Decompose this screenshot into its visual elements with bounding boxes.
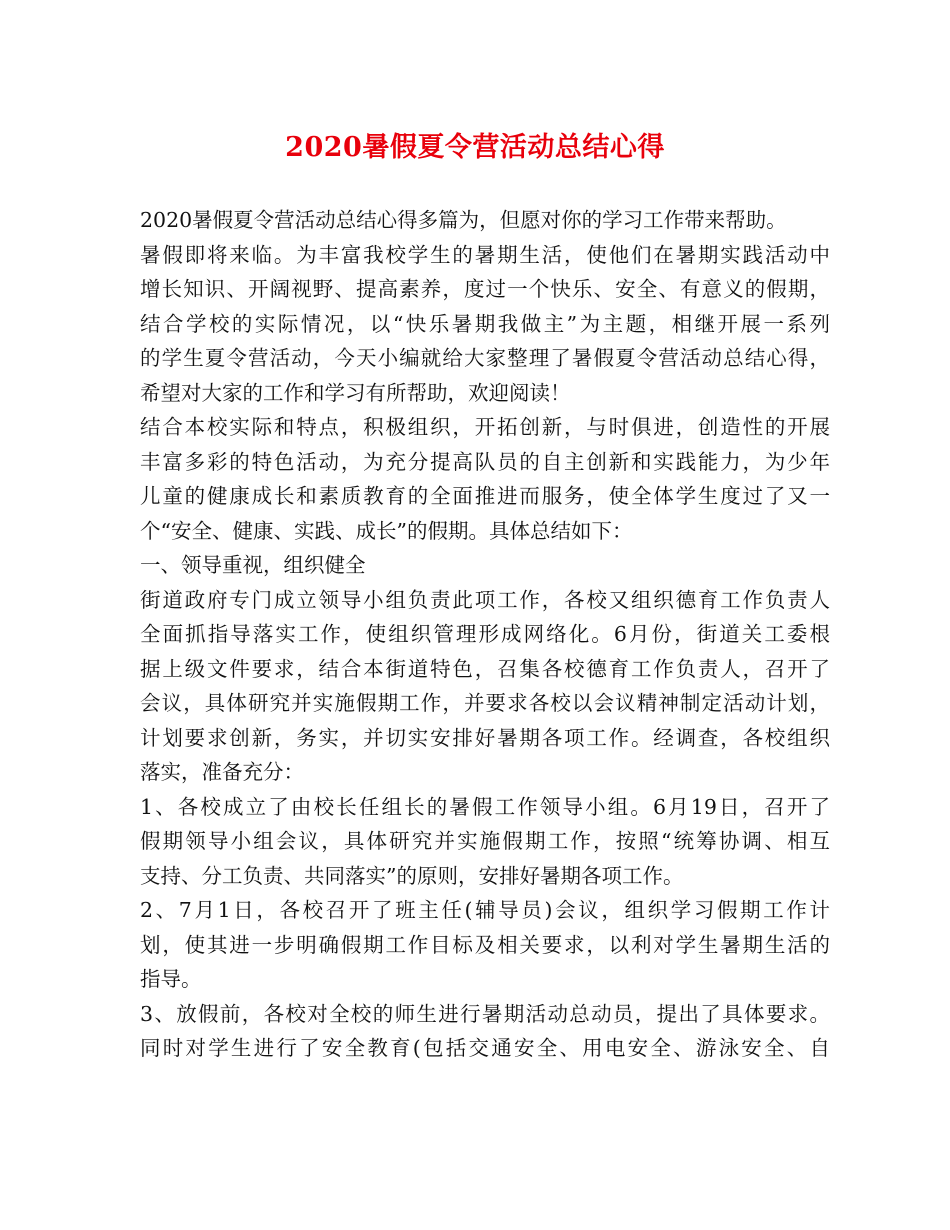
body-line: 全面抓指导落实工作，使组织管理形成网络化。6月份，街道关工委根	[140, 622, 830, 646]
body-line: 儿童的健康成长和素质教育的全面推进而服务，使全体学生度过了又一	[140, 484, 830, 508]
body-line: 一、领导重视，组织健全	[140, 553, 366, 577]
body-line: 希望对大家的工作和学习有所帮助，欢迎阅读！	[140, 380, 571, 405]
body-line: 增长知识、开阔视野、提高素养，度过一个快乐、安全、有意义的假期，	[140, 277, 830, 301]
body-line: 会议，具体研究并实施假期工作，并要求各校以会议精神制定活动计划，	[140, 691, 830, 715]
body-line: 3、放假前，各校对全校的师生进行暑期活动总动员，提出了具体要求。	[140, 1001, 830, 1026]
body-line: 假期领导小组会议，具体研究并实施假期工作，按照“统筹协调、相互	[140, 829, 830, 853]
body-line: 结合学校的实际情况，以“快乐暑期我做主”为主题，相继开展一系列	[140, 311, 830, 336]
body-line: 丰富多彩的特色活动，为充分提高队员的自主创新和实践能力，为少年	[140, 449, 830, 474]
body-line: 2020暑假夏令营活动总结心得多篇为，但愿对你的学习工作带来帮助。	[140, 208, 787, 232]
body-line: 同时对学生进行了安全教育(包括交通安全、用电安全、游泳安全、自	[140, 1036, 830, 1060]
body-line: 划，使其进一步明确假期工作目标及相关要求，以利对学生暑期生活的	[140, 932, 830, 957]
body-line: 计划要求创新，务实，并切实安排好暑期各项工作。经调查，各校组织	[140, 725, 830, 750]
body-line: 个“安全、健康、实践、成长”的假期。具体总结如下：	[140, 518, 633, 543]
body-line: 据上级文件要求，结合本街道特色，召集各校德育工作负责人，召开了	[140, 656, 830, 681]
body-line: 街道政府专门成立领导小组负责此项工作，各校又组织德育工作负责人	[140, 587, 830, 612]
body-line: 暑假即将来临。为丰富我校学生的暑期生活，使他们在暑期实践活动中	[140, 242, 830, 267]
document-body	[140, 203, 830, 1066]
body-line: 的学生夏令营活动，今天小编就给大家整理了暑假夏令营活动总结心得，	[140, 346, 830, 370]
document-title: 2020暑假夏令营活动总结心得	[285, 132, 665, 163]
body-line: 支持、分工负责、共同落实”的原则，安排好暑期各项工作。	[140, 863, 684, 888]
body-line: 结合本校实际和特点，积极组织，开拓创新，与时俱进，创造性的开展	[140, 415, 830, 439]
body-line: 指导。	[140, 967, 202, 991]
body-line: 2、7月1日，各校召开了班主任(辅导员)会议，组织学习假期工作计	[140, 898, 830, 922]
body-line: 1、各校成立了由校长任组长的暑假工作领导小组。6月19日，召开了	[140, 794, 830, 819]
body-line: 落实，准备充分：	[140, 760, 304, 784]
